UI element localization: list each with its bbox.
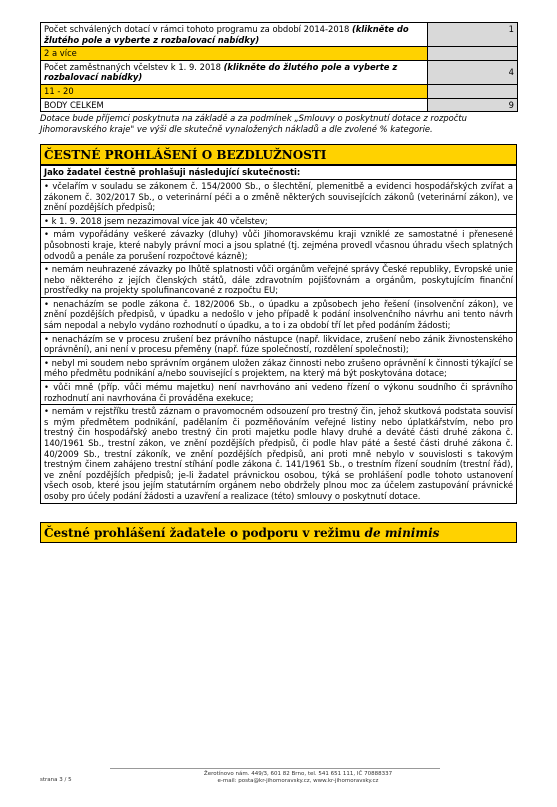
table-row [41,47,518,61]
declaration-subhead: Jako žadatel čestně prohlašuji následující skutečnosti: [41,166,517,180]
declaration-item: • nebyl mi soudem nebo správním orgánem uložen zákaz činnosti nebo zrušeno oprávnění k činnosti týkající se mého předmětu podnikání a/nebo související s projektem, na který má být poskytována dotace; [41,356,517,380]
page-footer [40,771,517,791]
grants-count-value: 1 [428,23,518,47]
colonies-count-hint: (klikněte do žlutého pole a vyberte z rozbalovací nabídky) [44,61,398,83]
table-row [41,263,517,298]
section-title-debt-free: ČESTNÉ PROHLÁŠENÍ O BEZDLUŽNOSTI [40,144,517,165]
table-row [41,214,517,228]
colonies-count-value: 4 [428,60,518,84]
table-row [41,179,517,214]
total-points-value: 9 [428,98,518,112]
table-row [41,332,517,356]
declaration-item: • včelařím v souladu se zákonem č. 154/2000 Sb., o šlechtění, plemenitbě a evidenci hospodářských zvířat a zákonem č. 302/2017 Sb., o veterinární péči a o změně některých souvisejících zákonů (veterinární zákon), ve znění pozdějších předpisů; [41,179,517,214]
table-row [41,23,518,47]
table-row [41,166,517,180]
empty-cell [428,47,518,61]
document-page [40,22,517,543]
declaration-item: • nemám v rejstříku trestů záznam o pravomocném odsouzení pro trestný čin, jehož skutková podstata souvisí s mým předmětem podnikání, padělaním či pozměňováním veřejné listiny nebo úplatkářstvím, nebo pro trestný čin hospodářský anebo trestný čin proti majetku podle hlavy druhé a deváté části druhé zákona č. 140/1961 Sb., trestní zákon, ve znění pozdějších předpisů, či podle hlav páté a šesté části druhé zákona č. 40/2009 Sb., trestní zákoník, ve znění pozdějších předpisů, ani proti mně nebylo v souvislosti s takovým trestným činem zahájeno trestní stíhání podle zákona č. 141/1961 Sb., o trestním řízení soudním (trestní řád), ve znění pozdějších předpisů; je-li žadatel právnickou osobou, týká se prohlášení podle tohoto ustanovení všech osob, které jsou jejím statutárním orgánem nebo obdržely plnou moc za účelem zastupování právnické osoby pro účely podání žádosti a uzavření a realizace (této) smlouvy o poskytnutí dotace. [41,405,517,503]
grants-count-label: Počet schválených dotací v rámci tohoto programu za období 2014-2018 (klikněte do žlutého pole a vyberte z rozbalovací nabídky) [41,23,428,47]
table-row [41,405,517,503]
declaration-item: • k 1. 9. 2018 jsem nezazimoval více jak 40 včelstev; [41,214,517,228]
grants-table [40,22,518,112]
declaration-item: • nenacházím se podle zákona č. 182/2006 Sb., o úpadku a způsobech jeho řešení (insolvenční zákon), ve znění pozdějších předpisů, v úpadku a nedošlo v jeho případě k podání insolvenčního návrhu ani tento návrh sám nepodal a nebylo vydáno rozhodnutí o úpadku, a to i za období tří let před podáním žádosti; [41,297,517,332]
colonies-count-select[interactable]: 11 - 20 [41,84,428,98]
declaration-item: • nenacházím se v procesu zrušení bez právního nástupce (např. likvidace, zrušení nebo zánik živnostenského oprávnění), ani není v procesu přeměny (např. fúze společností, rozdělení společnosti); [41,332,517,356]
table-row [41,60,518,84]
grants-count-hint: (klikněte do žlutého pole a vyberte z rozbalovací nabídky) [44,24,409,45]
grants-count-select[interactable]: 2 a více [41,47,428,61]
total-points-label: BODY CELKEM [41,98,428,112]
grant-note: Dotace bude příjemci poskytnuta na základě a za podmínek „Smlouvy o poskytnutí dotace z rozpočtu Jihomoravského kraje" ve výši dle skutečně vynaložených nákladů a dle zvolené % kategorie. [40,113,467,134]
section-title-de-minimis: Čestné prohlášení žadatele o podporu v režimu de minimis [40,522,517,543]
table-row [41,356,517,380]
table-row [41,98,518,112]
empty-cell [428,84,518,98]
declaration-item: • vůči mně (příp. vůči mému majetku) není navrhováno ani vedeno řízení o výkonu soudního či správního rozhodnutí ani navrhována či prováděna exekuce; [41,381,517,405]
declaration-table [40,165,517,503]
table-row [41,228,517,263]
table-row [41,84,518,98]
table-row [41,381,517,405]
table-row [41,297,517,332]
footer-address: Žerotínovo nám. 449/3, 601 82 Brno, tel. 541 651 111, IČ 70888337 e-mail: posta@kr-jihomoravsky.cz, www.kr-jihomoravsky.cz [203,771,393,784]
colonies-count-label: Počet zaměstnaných včelstev k 1. 9. 2018 (klikněte do žlutého pole a vyberte z rozbalovací nabídky) [41,60,428,84]
declaration-item: • mám vypořádány veškeré závazky (dluhy) vůči Jihomoravskému kraji vzniklé ze samostatné i přenesené působnosti kraje, které nabyly právní moci a jsou splatné (tj. zejména provedl včasnou úhradu všech splatných odvodů a penále za porušení rozpočtové kázně); [41,228,517,263]
footer-divider [110,768,440,769]
declaration-item: • nemám neuhrazené závazky po lhůtě splatnosti vůči orgánům veřejné správy České republiky, Evropské unie nebo některého z jejích členských států, dále zdravotním pojišťovnám a orgánům, poskytujícím finanční prostředky na projekty spolufinancované z rozpočtu EU; [41,263,517,298]
page-number: strana 3 / 5 [40,777,72,783]
